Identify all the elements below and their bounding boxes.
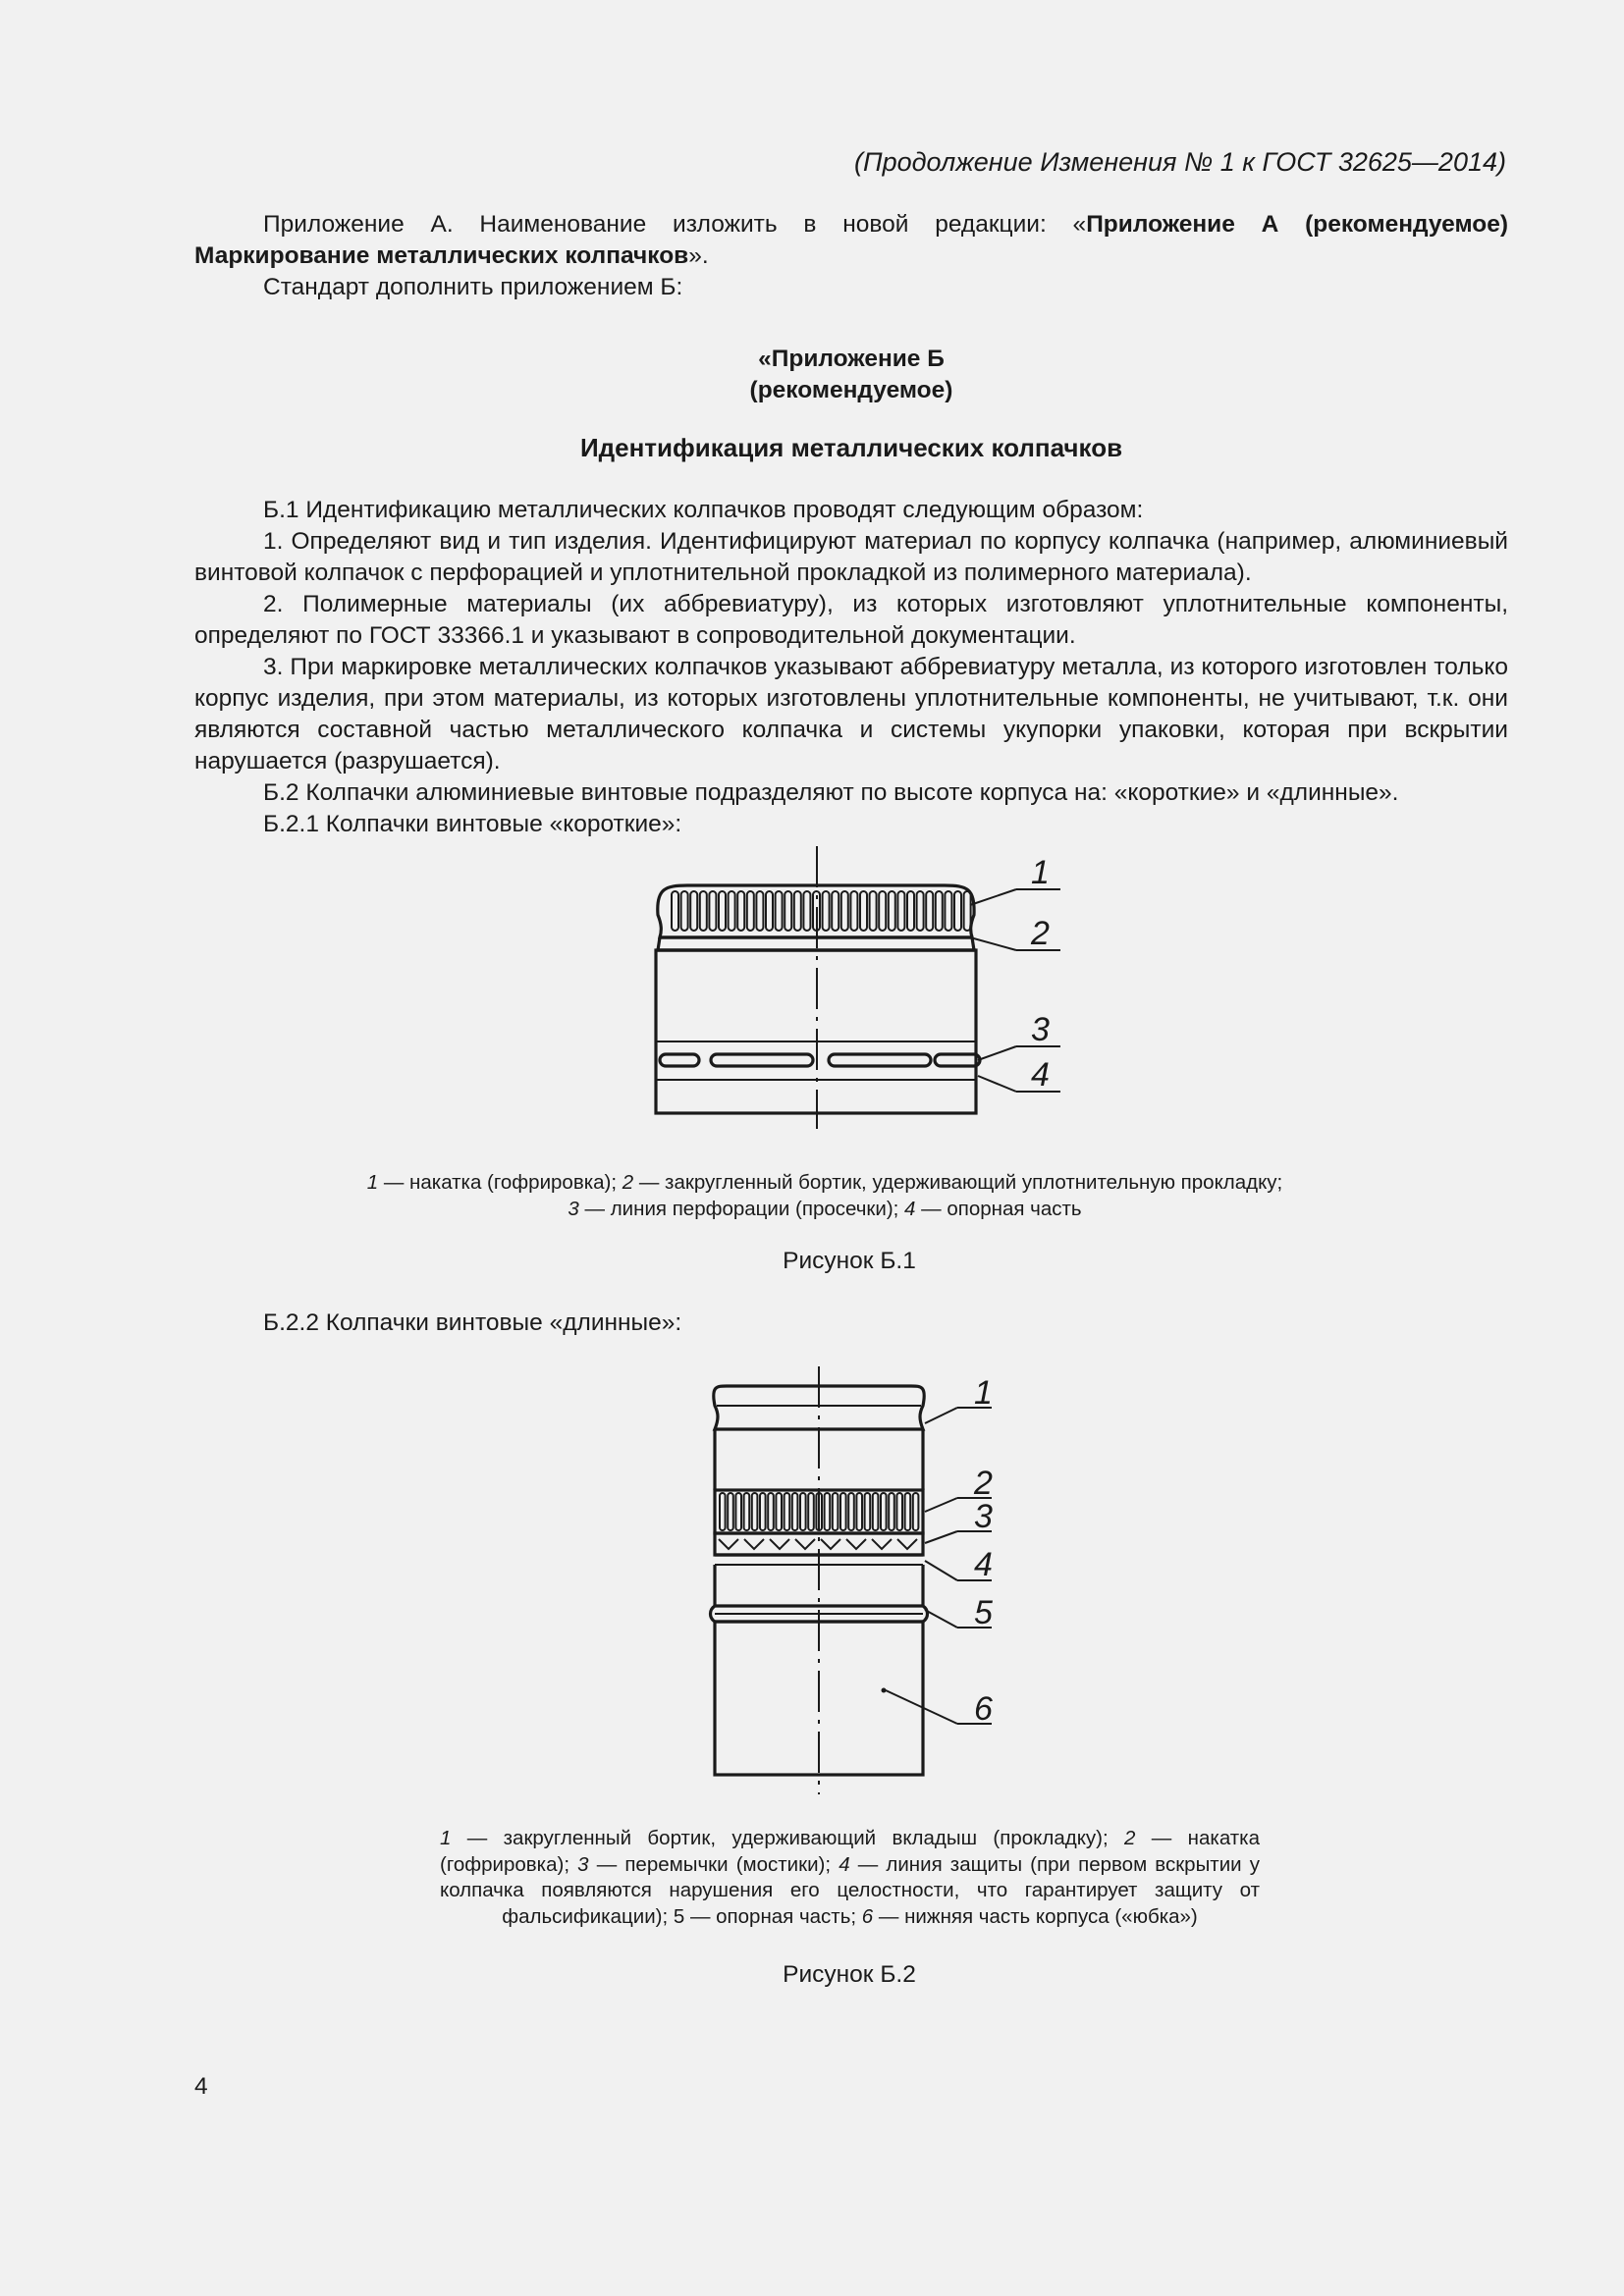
figure-1-callout-4: 4 xyxy=(1031,1056,1050,1094)
figure-1-callout-2: 2 xyxy=(1031,915,1050,952)
knurl-ridge xyxy=(825,1493,831,1530)
bridge-mark xyxy=(719,1539,738,1549)
bridge-mark xyxy=(744,1539,764,1549)
knurl-ridge xyxy=(785,1493,790,1530)
caption-num: 2 xyxy=(622,1171,634,1194)
bridge-mark xyxy=(846,1539,866,1549)
figure-2-callout-3: 3 xyxy=(974,1498,993,1535)
bridge-mark xyxy=(770,1539,789,1549)
caption-num: 1 xyxy=(440,1827,452,1849)
knurl-ridge xyxy=(856,1493,862,1530)
figure-2-caption xyxy=(440,1826,1260,1930)
knurl-ridge xyxy=(873,1493,879,1530)
paragraph-b22: Б.2.2 Колпачки винтовые «длинные»: xyxy=(263,1309,682,1336)
bridge-mark xyxy=(872,1539,892,1549)
knurl-ridge xyxy=(792,1493,798,1530)
figure-1-callout-1: 1 xyxy=(1031,854,1050,891)
figure-2-callout-4: 4 xyxy=(974,1546,993,1583)
figure-1-callout-3: 3 xyxy=(1031,1011,1050,1048)
bridge-mark xyxy=(821,1539,840,1549)
paragraph-b1: Б.1 Идентификацию металлических колпачков проводят следующим образом: xyxy=(263,497,1144,523)
intro-paragraph-2: Стандарт дополнить приложением Б: xyxy=(263,274,683,300)
caption-num: 2 xyxy=(1124,1827,1136,1849)
knurl-ridge xyxy=(744,1493,750,1530)
caption-num: 4 xyxy=(904,1197,916,1220)
caption-text: — накатка (гофрировка); xyxy=(440,1827,1260,1876)
caption-text: — линия защиты (при первом вскрытии у колпачка появляются нарушения его целостности, что гарантирует защиту от фальсификации); 5 — опорная часть; xyxy=(440,1852,1260,1928)
knurl-ridge xyxy=(848,1493,854,1530)
knurl-ridge xyxy=(768,1493,774,1530)
knurl-ridge xyxy=(728,1493,733,1530)
caption-num: 3 xyxy=(568,1197,579,1220)
caption-num: 4 xyxy=(839,1852,850,1876)
knurl-ridge xyxy=(760,1493,766,1530)
knurl-ridge xyxy=(800,1493,806,1530)
bridge-mark xyxy=(795,1539,815,1549)
caption-text: — закругленный бортик, удерживающий уплотнительную прокладку; xyxy=(633,1171,1283,1194)
paragraph-item-1: 1. Определяют вид и тип изделия. Идентифицируют материал по корпусу колпачка (например, алюминиевый винтовой колпачок с перфорацией и уплотнительной прокладкой из полимерного материала). xyxy=(194,528,1508,586)
figure-2-callout-2: 2 xyxy=(974,1465,993,1502)
appendix-title-line-2: (рекомендуемое) xyxy=(749,377,953,403)
figure-2-callout-6: 6 xyxy=(974,1690,993,1728)
caption-text: — перемычки (мостики); xyxy=(588,1852,839,1876)
knurl-ridge xyxy=(889,1493,894,1530)
appendix-title-line-1: «Приложение Б xyxy=(758,346,945,372)
caption-num: 6 xyxy=(861,1904,874,1928)
caption-text: — накатка (гофрировка); xyxy=(378,1171,623,1194)
caption-num: 1 xyxy=(366,1171,379,1194)
paragraph-item-2: 2. Полимерные материалы (их аббревиатуру), из которых изготовляют уплотнительные компоненты, определяют по ГОСТ 33366.1 и указывают в сопроводительной документации. xyxy=(194,591,1508,649)
caption-text: — нижняя часть корпуса («юбка») xyxy=(873,1904,1198,1928)
paragraph-b21: Б.2.1 Колпачки винтовые «короткие»: xyxy=(263,811,682,837)
page-number: 4 xyxy=(194,2073,208,2100)
paragraph-b2: Б.2 Колпачки алюминиевые винтовые подразделяют по высоте корпуса на: «короткие» и «длинные». xyxy=(263,779,1399,806)
figure-2-callout-5: 5 xyxy=(974,1594,993,1631)
knurl-ridge xyxy=(808,1493,814,1530)
knurl-ridge xyxy=(913,1493,919,1530)
caption-text: — линия перфорации (просечки); xyxy=(578,1197,905,1220)
knurl-ridge xyxy=(752,1493,758,1530)
intro-text-end: ». xyxy=(688,242,709,269)
knurl-ridge xyxy=(735,1493,741,1530)
caption-text: — опорная часть xyxy=(915,1197,1082,1220)
figure-2-callout-1: 1 xyxy=(974,1374,993,1412)
appendix-a-new-title: Приложение А (рекомендуемое) Маркирование металлических колпачков xyxy=(194,211,1509,269)
document-header: (Продолжение Изменения № 1 к ГОСТ 32625—2014) xyxy=(854,147,1506,177)
figure-2-title: Рисунок Б.2 xyxy=(783,1961,916,1988)
caption-text: — закругленный бортик, удерживающий вкладыш (прокладку); xyxy=(451,1827,1125,1849)
bridge-mark xyxy=(897,1539,917,1549)
caption-num: 3 xyxy=(577,1852,589,1876)
knurl-ridge xyxy=(776,1493,782,1530)
knurl-ridge xyxy=(905,1493,911,1530)
knurl-ridge xyxy=(833,1493,839,1530)
knurl-ridge xyxy=(720,1493,726,1530)
knurl-ridge xyxy=(896,1493,902,1530)
paragraph-item-3: 3. При маркировке металлических колпачков указывают аббревиатуру металла, из которого изготовлен только корпус изделия, при этом материалы, из которых изготовлены уплотнительные компоненты, не учитывают, т.к. они являются составной частью металлического колпачка и системы укупорки упаковки, которая при вскрытии нарушается (разрушается). xyxy=(194,654,1508,774)
intro-text: Приложение А. Наименование изложить в новой редакции: « xyxy=(263,211,1087,238)
knurl-ridge xyxy=(840,1493,846,1530)
knurl-ridge xyxy=(865,1493,871,1530)
knurl-ridge xyxy=(881,1493,887,1530)
appendix-heading: Идентификация металлических колпачков xyxy=(579,433,1123,462)
figure-1-title: Рисунок Б.1 xyxy=(783,1248,916,1274)
